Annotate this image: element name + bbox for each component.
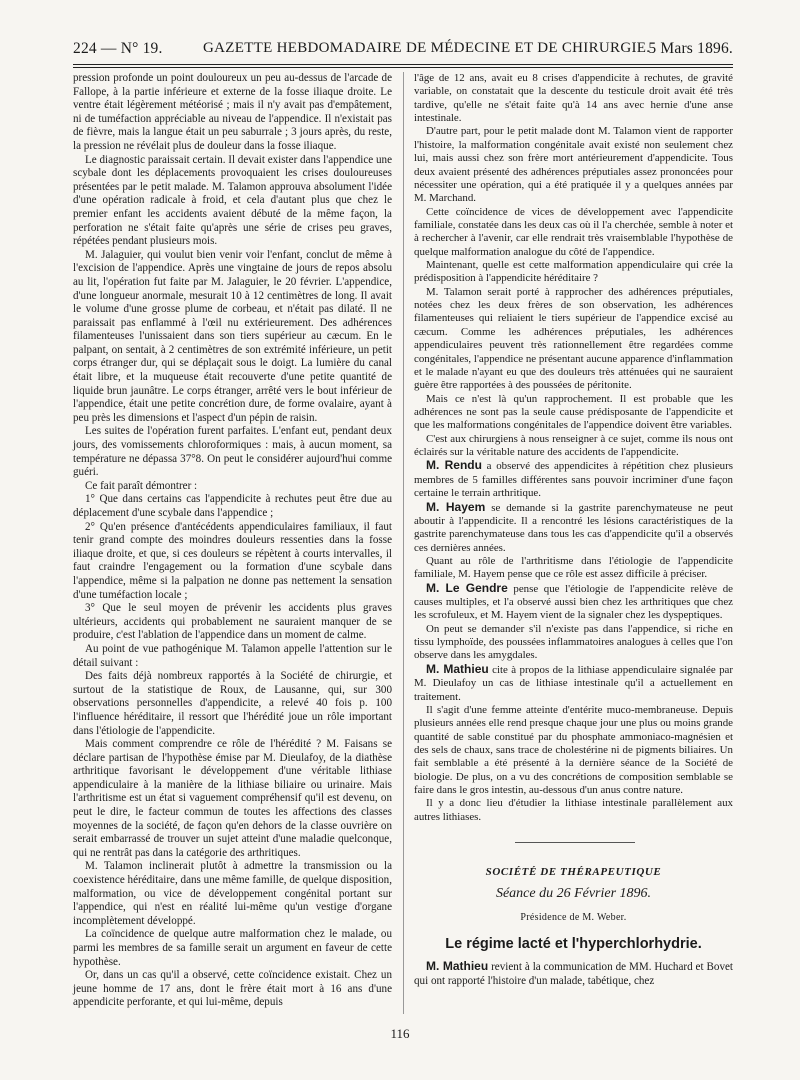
speaker-name: M. Rendu [426,458,482,473]
left-column [73,72,392,1010]
paragraph: 2° Qu'en présence d'antécédents appendiculaires familiaux, il faut tenir grand compte des moindres douleurs ressenties dans la fosse iliaque droite, et que, si ces douleurs se répètent à courts intervalles, il faut craindre l'engagement ou la formation d'une scybale dans l'appendice, même si la palpation ne donne pas nettement la sensation d'une tuméfaction locale ; [73,520,392,601]
paragraph: l'âge de 12 ans, avait eu 8 crises d'appendicite à rechutes, de gravité variable, on constatait que la descente du testicule droit avait été très tardive, qu'elle ne s'était faite qu'à 14 ans avec hernie d'une anse intestinale. [414,72,733,125]
paragraph: M. Talamon serait porté à rapprocher des adhérences préputiales, notées chez les deux frères de son observation, les adhérences filamenteuses qui reliaient le tiers supérieur de l'appendice excisé au cæcum. Comme les adhérences préputiales, les adhérences appendiculaires peuvent très rationnellement être regardées comme congénitales, l'appendice ne présentant aucune apparence d'inflammation et le malade n'ayant eu que des douleurs très atténuées qui ne sauraient guère être rapportées à des poussées de péritonite. [414,285,733,392]
speaker-paragraph [414,704,733,798]
speaker-paragraph [414,797,733,824]
article-title: Le régime lacté et l'hyperchlorhydrie. [445,936,702,952]
speaker-paragraph [414,459,733,500]
paragraph: Au point de vue pathogénique M. Talamon appelle l'attention sur le détail suivant : [73,642,392,669]
paragraph-text: Il s'agit d'une femme atteinte d'entérite muco-membraneuse. Depuis plusieurs années elle rend presque chaque jour une plus ou moins grande quantité de sable constitué par du phosphate ammoniaco-magnésien et des sels de chaux, sans trace de cholestérine ni de pigments biliaires. Un fait semblable a été présenté à la dernière séance de la Société de biologie. De plus, on a vu des concrétions de composition semblable se faire dans le gros intestin, au-dessous d'un anus contre nature. [414,703,733,797]
right-column [414,72,733,824]
paragraph-text: Il y a donc lieu d'étudier la lithiase intestinale parallèlement aux autres lithiases. [414,797,733,823]
paragraph: 3° Que le seul moyen de prévenir les accidents plus graves ultérieurs, accidents qui probablement ne sauraient manquer de se produire, c'est l'ablation de l'appendice dans un moment de calme. [73,602,392,642]
speaker-paragraph [414,663,733,704]
paragraph: Des faits déjà nombreux rapportés à la Société de chirurgie, et surtout de la statistique de Roux, de Lausanne, qui, sur 300 observations personnelles d'appendicite, a relevé 40 fois p. 100 l'influence héréditaire, il ressort que l'hérédité joue un rôle important dans l'étiologie de l'appendicite. [73,670,392,737]
paragraph-text: se demande si la gastrite parenchymateuse ne peut aboutir à l'appendicite. Il a rencontré les lésions caractéristiques de la gastrite parenchymateuse dans tous les cas d'appendicite qu'il a observés ces dernières années. [414,501,733,554]
speaker-name: M. Le Gendre [426,580,508,595]
header-rule-double [73,67,733,68]
final-paragraph [414,960,733,988]
speaker-paragraph [414,555,733,582]
page-folio: 116 [390,1026,410,1041]
paragraph-text: a observé des appendicites à répétition chez plusieurs membres de 5 familles différentes sans pouvoir incriminer d'une façon certaine le terrain arthritique. [414,460,733,500]
session-date: Séance du 26 Février 1896. [495,886,652,901]
paragraph: Les suites de l'opération furent parfaites. L'enfant eut, pendant deux jours, des vomissements chloroformiques : mais, à aucun moment, sa température ne dépassa 37°8. On peut le considérer aujourd'hui comme guéri. [73,425,392,479]
issue-date: 5 Mars 1896. [648,40,733,57]
presidence-line: Présidence de M. Weber. [520,912,627,923]
paragraph: Maintenant, quelle est cette malformation appendiculaire qui crée la prédisposition à l'appendicite héréditaire ? [414,259,733,285]
paragraph-text: revient à la communication de MM. Huchard et Bovet qui ont rapporté l'histoire d'un malade, tabétique, chez [414,961,733,987]
paragraph: C'est aux chirurgiens à nous renseigner à ce sujet, comme ils nous ont éclairés sur la véritable nature des accidents de l'appendicite. [414,432,733,459]
speaker-paragraph [414,623,733,663]
speaker-name: M. Mathieu [426,959,489,973]
journal-title: GAZETTE HEBDOMADAIRE DE MÉDECINE ET DE CHIRURGIE. [203,40,651,56]
speaker-name: M. Mathieu [426,661,489,676]
running-header [73,40,733,64]
paragraph: Mais comment comprendre ce rôle de l'hérédité ? M. Faisans se déclare partisan de l'hypothèse émise par M. Dieulafoy, de la diathèse arthritique favorisant le développement d'une véritable lithiase appendiculaire à la manière de la lithiase biliaire ou urinaire. Mais l'arthritisme est un état si vaguement compréhensif qu'il est devenu, on peut le dire, le facteur commun de toutes les affections des classes moyennes de la société, de façon qu'en dehors de la classe ouvrière on serait embarrassé de trouver un sujet atteint d'une maladie quelconque, qui ne rentrât pas dans la catégorie des arthritiques. [73,738,392,859]
paragraph: Ce fait paraît démontrer : [85,479,198,492]
paragraph: 1° Que dans certains cas l'appendicite à rechutes peut être due au déplacement d'une scybale dans l'appendice ; [73,493,392,519]
speaker-paragraph [414,501,733,555]
speaker-paragraph [414,582,733,623]
society-name: SOCIÉTÉ DE THÉRAPEUTIQUE [485,866,662,878]
header-rule [73,64,733,65]
speaker-name: M. Hayem [426,499,486,514]
paragraph: pression profonde un point douloureux un peu au-dessus de l'arcade de Fallope, à la partie inférieure et externe de la fosse iliaque droite. Le ventre était légèrement météorisé ; mais il n'y avait pas d'empâtement, ni de tuméfaction appréciable au niveau de l'appendice. Il n'existait pas de fièvre, mais la langue était un peu saburrale ; 3 jours après, du reste, la pression ne révélait plus de douleur dans la fosse iliaque. [73,72,392,152]
column-divider [403,72,404,1014]
paragraph: La coïncidence de quelque autre malformation chez le malade, ou parmi les membres de sa famille serait un argument en faveur de cette hypothèse. [73,928,392,968]
paragraph-text: On peut se demander s'il n'existe pas dans l'appendice, si riche en tissu lymphoïde, des poussées inflammatoires analogues à celles que l'on observe dans les amygdales. [414,622,733,662]
paragraph: M. Jalaguier, qui voulut bien venir voir l'enfant, conclut de même à l'excision de l'appendice. Après une vingtaine de jours de repos absolu au lit, l'opération fut faite par M. Jalaguier, le 20 février. L'appendice, d'une longueur anormale, mesurait 10 à 12 centimètres de long. Il avait le volume d'une grosse plume de corbeau, et n'était pas dilaté. Il ne paraissait pas enflammé à l'œil nu extérieurement. Des adhérences filamenteuses l'unissaient dans son tiers supérieur au cæcum. En le palpant, on sentait, à 2 centimètres de son extrémité inférieure, un petit corps étranger dur, qui se déplaçait sous le doigt. La lumière du canal était libre, et la muqueuse était recouverte d'une petite quantité de liquide brun jaunâtre. Le corps étranger, arrêté vers le bout inférieur de l'appendice, était une petite concrétion dure, de forme ovalaire, ayant à peu près les dimensions et l'aspect d'un pépin de raisin. [73,248,392,424]
paragraph-text: Quant au rôle de l'arthritisme dans l'étiologie de l'appendicite familiale, M. Hayem pense que ce rôle est assez difficile à préciser. [414,554,733,581]
paragraph: Le diagnostic paraissait certain. Il devait exister dans l'appendice une scybale dont les déplacements provoquaient les crises douloureuses présentées par le petit malade. M. Talamon approuva absolument l'idée d'une opération radicale à froid, et cela d'autant plus que chez le premier enfant les accidents avaient débuté de la même façon, la perforation ne s'était faite qu'après une série de crises peu graves, répétées pendant plusieurs mois. [73,153,392,248]
paragraph-text: cite à propos de la lithiase appendiculaire signalée par M. Dieulafoy un cas de lithiase intestinale qu'il a actuellement en traitement. [414,663,734,703]
page-number: 224 — N° 19. [73,40,163,57]
paragraph: Cette coïncidence de vices de développement avec l'appendicite familiale, constatée dans les deux cas où il l'a cherchée, semble à noter et à rechercher à l'avenir, car elle rendrait très vraisemblable l'hypothèse de quelque malformation analogue du côté de l'appendice. [414,205,733,258]
paragraph: M. Talamon inclinerait plutôt à admettre la transmission ou la coexistence héréditaire, dans une même famille, de quelque disposition, malformation, ou vice de développement congénital portant sur l'appendice, qui n'est en réalité lui-même qu'un vestige d'organe incomplètement développé. [73,860,392,927]
paragraph-text: pense que l'étiologie de l'appendicite relève de causes multiples, et l'a observé aussi bien chez les arthritiques que chez les scrofuleux, et M. Hayem vient de la signaler chez les dyspeptiques. [414,582,733,622]
paragraph: D'autre part, pour le petit malade dont M. Talamon vient de rapporter l'histoire, la malformation congénitale avait existé non seulement chez lui, mais aussi chez son frère mort antérieurement d'appendicite. Tous deux avaient présenté des adhérences préputiales assez prononcées pour nécessiter une opération, qui a été pratiquée il y a quelques années par M. Marchand. [414,125,733,205]
paragraph: Mais ce n'est là qu'un rapprochement. Il est probable que les adhérences ne sont pas la seule cause prédisposante de l'appendicite et que les malformations congénitales de l'appendice doivent être variables. [414,392,733,432]
section-divider [515,842,635,843]
paragraph: Or, dans un cas qu'il a observé, cette coïncidence existait. Chez un jeune homme de 17 ans, dont le frère était mort à 16 ans d'une appendicite perforante, et qui lui-même, depuis [73,969,392,1009]
